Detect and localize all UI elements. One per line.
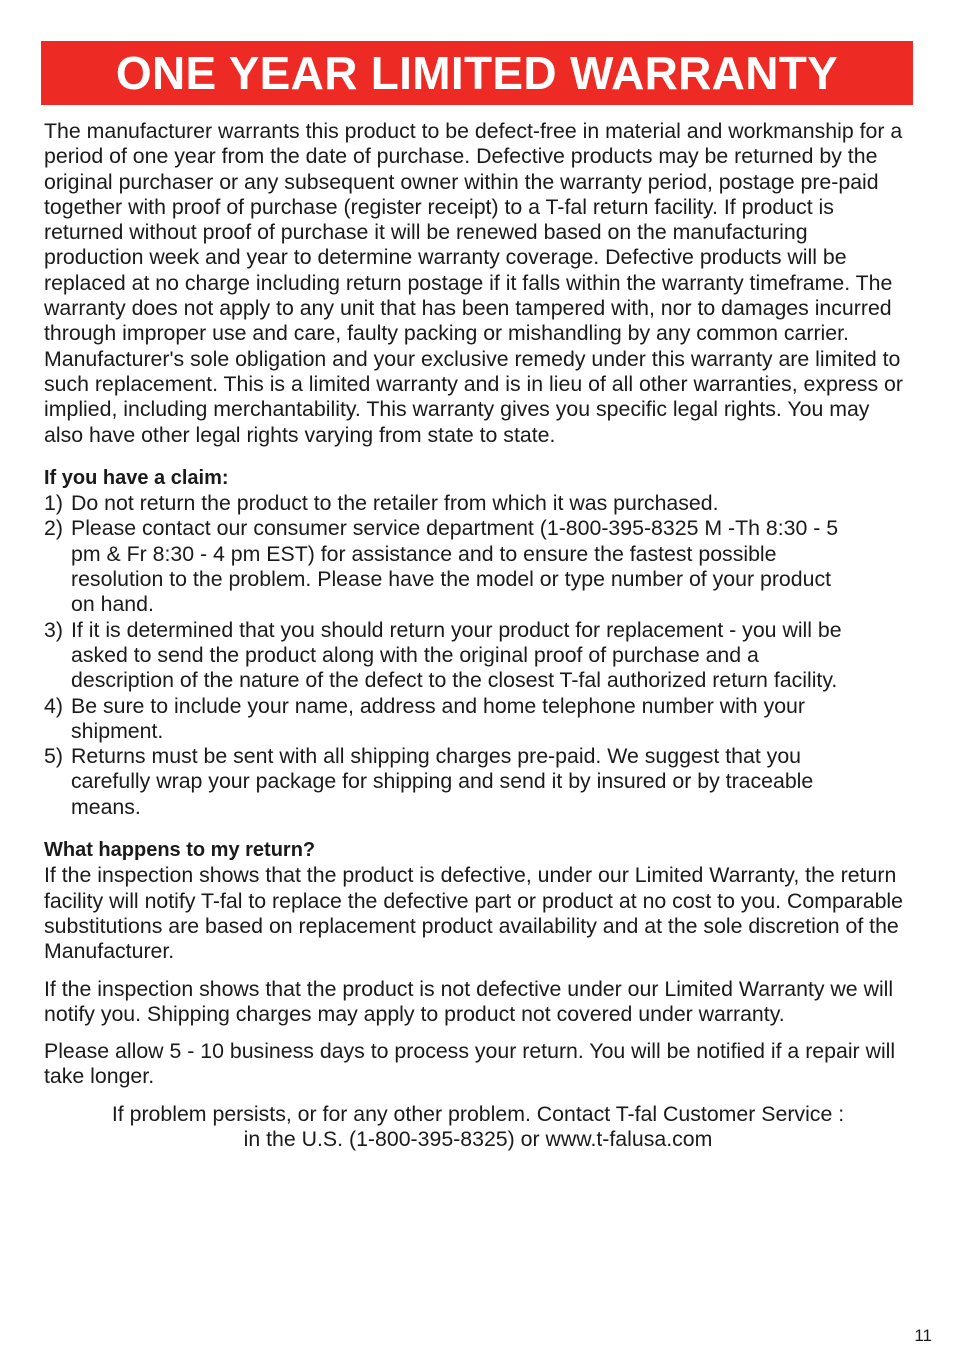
step-text: If it is determined that you should return your product for replacement - you will be asked to send the product along with the original proof of purchase and a description of the nature of the defect to the closest T-fal authorized return facility. (71, 617, 842, 693)
list-item (44, 516, 844, 617)
step-number: 3) (44, 617, 63, 642)
page-number: 11 (914, 1326, 932, 1345)
list-item (44, 491, 844, 516)
warranty-intro: The manufacturer warrants this product to be defect-free in material and workmanship for a period of one year from the date of purchase. Defective products may be returned by the original purchaser or any subsequent owner within the warranty period, postage pre-paid together with proof of purchase (register receipt) to a T-fal return facility. If product is returned without proof of purchase it will be renewed based on the manufacturing production week and year to determine warranty coverage. Defective products will be replaced at no charge including return postage if it falls within the warranty timeframe. The warranty does not apply to any unit that has been tampered with, nor to damages incurred through improper use and care, faulty packing or mishandling by any common carrier. Manufacturer's sole obligation and your exclusive remedy under this warranty are limited to such replacement. This is a limited warranty and is in lieu of all other warranties, express or implied, including merchantability. This warranty gives you specific legal rights. You may also have other legal rights varying from state to state. (44, 119, 903, 447)
list-item (44, 618, 844, 694)
step-text: Please contact our consumer service department (1-800-395-8325 M -Th 8:30 - 5 pm & Fr 8:30 - 4 pm EST) for assistance and to ensure the fastest possible resolution to the problem. Please have the model or type number of your product on hand. (71, 516, 839, 617)
step-text: Do not return the product to the retailer from which it was purchased. (71, 491, 719, 516)
step-number: 5) (44, 744, 63, 769)
step-number: 1) (44, 491, 63, 516)
list-item (44, 744, 844, 820)
warranty-body (44, 119, 912, 1152)
step-number: 4) (44, 693, 63, 718)
contact-line-2: in the U.S. (1-800-395-8325) or www.t-falusa.com (243, 1126, 713, 1151)
contact-line-1: If problem persists, or for any other problem. Contact T-fal Customer Service : (111, 1101, 845, 1126)
step-text: Returns must be sent with all shipping charges pre-paid. We suggest that you carefully wrap your package for shipping and send it by insured or by traceable means. (71, 744, 814, 819)
step-text: Be sure to include your name, address and home telephone number with your shipment. (71, 693, 805, 743)
title-banner (41, 41, 913, 105)
return-heading: What happens to my return? (44, 839, 316, 862)
return-paragraph-not-defective: If the inspection shows that the product is not defective under our Limited Warranty we will notify you. Shipping charges may apply to product not covered under warranty. (44, 976, 894, 1026)
step-number: 2) (44, 516, 63, 541)
return-paragraph-defective: If the inspection shows that the product is defective, under our Limited Warranty, the return facility will notify T-fal to replace the defective part or product at no cost to you. Comparable substitutions are based on replacement product availability and at the sole discretion of the Manufacturer. (44, 863, 904, 964)
return-paragraph-timing: Please allow 5 - 10 business days to process your return. You will be notified if a repair will take longer. (44, 1039, 896, 1089)
list-item (44, 694, 844, 745)
claim-steps-list (44, 491, 844, 820)
claim-heading: If you have a claim: (44, 466, 229, 489)
page-title: ONE YEAR LIMITED WARRANTY (115, 47, 839, 99)
